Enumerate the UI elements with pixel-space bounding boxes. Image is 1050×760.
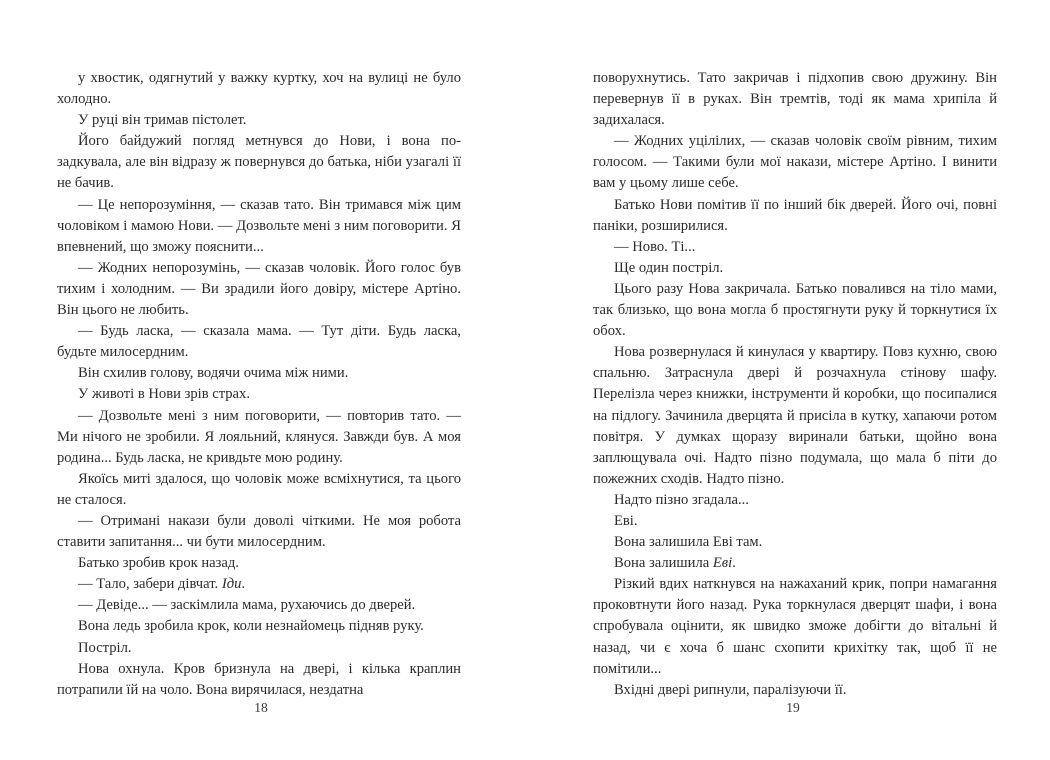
paragraph bbox=[593, 279, 997, 342]
right-page-number: 19 bbox=[786, 700, 800, 715]
text-run: . bbox=[732, 555, 736, 572]
paragraph bbox=[57, 110, 461, 131]
paragraph bbox=[57, 195, 461, 258]
paragraph bbox=[57, 659, 461, 701]
text-run: Вона залишила Еві там. bbox=[614, 534, 763, 551]
text-run: Якоїсь миті здалося, що чоловік може всміхнутися, та цього не сталося. bbox=[57, 470, 461, 508]
paragraph bbox=[57, 384, 461, 405]
paragraph bbox=[593, 195, 997, 237]
paragraph bbox=[57, 595, 461, 616]
paragraph bbox=[593, 342, 997, 490]
paragraph bbox=[57, 553, 461, 574]
paragraph bbox=[57, 258, 461, 321]
paragraph bbox=[57, 363, 461, 384]
paragraph bbox=[57, 406, 461, 469]
text-run: — Будь ласка, — сказала мама. — Тут діти. Будь ласка, будьте милосердним. bbox=[57, 323, 461, 361]
italic-text: Іди bbox=[221, 576, 242, 593]
text-run: — Це непорозуміння, — сказав тато. Він тримався між цим чоловіком і мамою Нови. — Дозвольте мені з ним поговорити. Я впевнений, що зможу пояснити... bbox=[57, 196, 461, 255]
text-run: Ще один постріл. bbox=[614, 259, 724, 276]
text-run: Надто пізно згадала... bbox=[614, 491, 749, 508]
left-page-number: 18 bbox=[254, 700, 268, 715]
paragraph bbox=[593, 131, 997, 194]
paragraph bbox=[57, 638, 461, 659]
paragraph bbox=[593, 490, 997, 511]
text-run: Різкий вдих наткнувся на нажаханий крик, попри намагання проковтнути його назад. Рука торкнулася дверцят шафи, і вона спробувала оцінити, як швидко зможе добігти до вітальні й назад, чи є хоча б шанс схопити крихітку так, щоб її не помітили... bbox=[593, 576, 997, 677]
right-page bbox=[525, 0, 1050, 760]
paragraph bbox=[593, 532, 997, 553]
paragraph bbox=[593, 680, 997, 701]
text-run: у хвостик, одягнутий у важку куртку, хоч на вулиці не було холодно. bbox=[57, 70, 461, 108]
paragraph bbox=[593, 237, 997, 258]
text-run: Еві. bbox=[614, 512, 638, 529]
text-run: Вона ледь зробила крок, коли незнайомець підняв руку. bbox=[78, 618, 424, 635]
text-run: — Дозвольте мені з ним поговорити, — повторив тато. — Ми нічого не зробили. Я лояльний, клянуся. Завжди був. А моя родина... Будь ласка, не кривдьте мою родину. bbox=[57, 407, 461, 466]
paragraph bbox=[593, 511, 997, 532]
paragraph bbox=[593, 258, 997, 279]
text-run: — Жодних непорозумінь, — сказав чоловік. Його голос був тихим і холодним. — Ви зрадили його довіру, містере Артіно. Він цього не любить. bbox=[57, 259, 461, 319]
paragraph bbox=[57, 68, 461, 110]
paragraph bbox=[57, 616, 461, 637]
text-run: Цього разу Нова закричала. Батько повалився на тіло мами, так близько, що вона могла б простягнути руку й торкнутися їх обох. bbox=[593, 280, 997, 340]
text-run: Вхідні двері рипнули, паралізуючи її. bbox=[614, 681, 847, 698]
paragraph bbox=[57, 131, 461, 194]
left-page-text bbox=[57, 68, 461, 701]
text-run: У руці він тримав пістолет. bbox=[78, 112, 247, 129]
text-run: Нова охнула. Кров бризнула на двері, і кілька краплин потрапили їй на чоло. Вона вирячилася, нездатна bbox=[57, 660, 461, 698]
text-run: . bbox=[241, 576, 246, 593]
text-run: Його байдужий погляд метнувся до Нови, і вона позадкувала, але він відразу ж повернувся до батька, ніби узагалі її не бачив. bbox=[57, 133, 461, 192]
right-page-text bbox=[593, 68, 997, 701]
text-run: поворухнутись. Тато закричав і підхопив свою дружину. Він перевернув її в руках. Він тремтів, тоді як мама хрипіла й задихалася. bbox=[593, 70, 997, 129]
text-run: Вона залишила bbox=[614, 555, 713, 572]
text-run: Батько Нови помітив її по інший бік дверей. Його очі, повні паніки, розширилися. bbox=[593, 196, 997, 234]
text-run: — Девіде... — заскімлила мама, рухаючись до дверей. bbox=[78, 597, 416, 614]
text-run: — Тало, забери дівчат. bbox=[78, 576, 222, 593]
paragraph bbox=[593, 574, 997, 679]
text-run: Нова розвернулася й кинулася у квартиру. Повз кухню, свою спальню. Затраснула двері й розчахнула стінову шафу. Перелізла через книжки, інструменти й коробки, що посипалися на підлогу. Зачинила дверцята й присіла в кутку, хапаючи ротом повітря. У думках щоразу виринали батьки, щойно вона заплющувала очі. Надто пізно подумала, що мала б піти до пожежних сходів. Надто пізно. bbox=[593, 344, 997, 487]
text-run: Батько зробив крок назад. bbox=[78, 555, 239, 572]
paragraph bbox=[57, 469, 461, 511]
text-run: Він схилив голову, водячи очима між ними. bbox=[78, 365, 349, 382]
paragraph bbox=[57, 511, 461, 553]
text-run: — Жодних уцілілих, — сказав чоловік своїм рівним, тихим голосом. — Такими були мої накази, містере Артіно. І винити вам у цьому лише себе. bbox=[593, 133, 997, 192]
text-run: — Отримані накази були доволі чіткими. Не моя робота ставити запитання... чи бути милосердним. bbox=[57, 512, 461, 551]
paragraph bbox=[57, 574, 461, 595]
text-run: У животі в Нови зрів страх. bbox=[78, 386, 250, 403]
text-run: Постріл. bbox=[78, 639, 132, 656]
italic-text: Еві bbox=[712, 555, 733, 572]
paragraph bbox=[593, 553, 997, 574]
text-run: — Ново. Ті... bbox=[614, 238, 696, 255]
paragraph bbox=[593, 68, 997, 131]
paragraph bbox=[57, 321, 461, 363]
